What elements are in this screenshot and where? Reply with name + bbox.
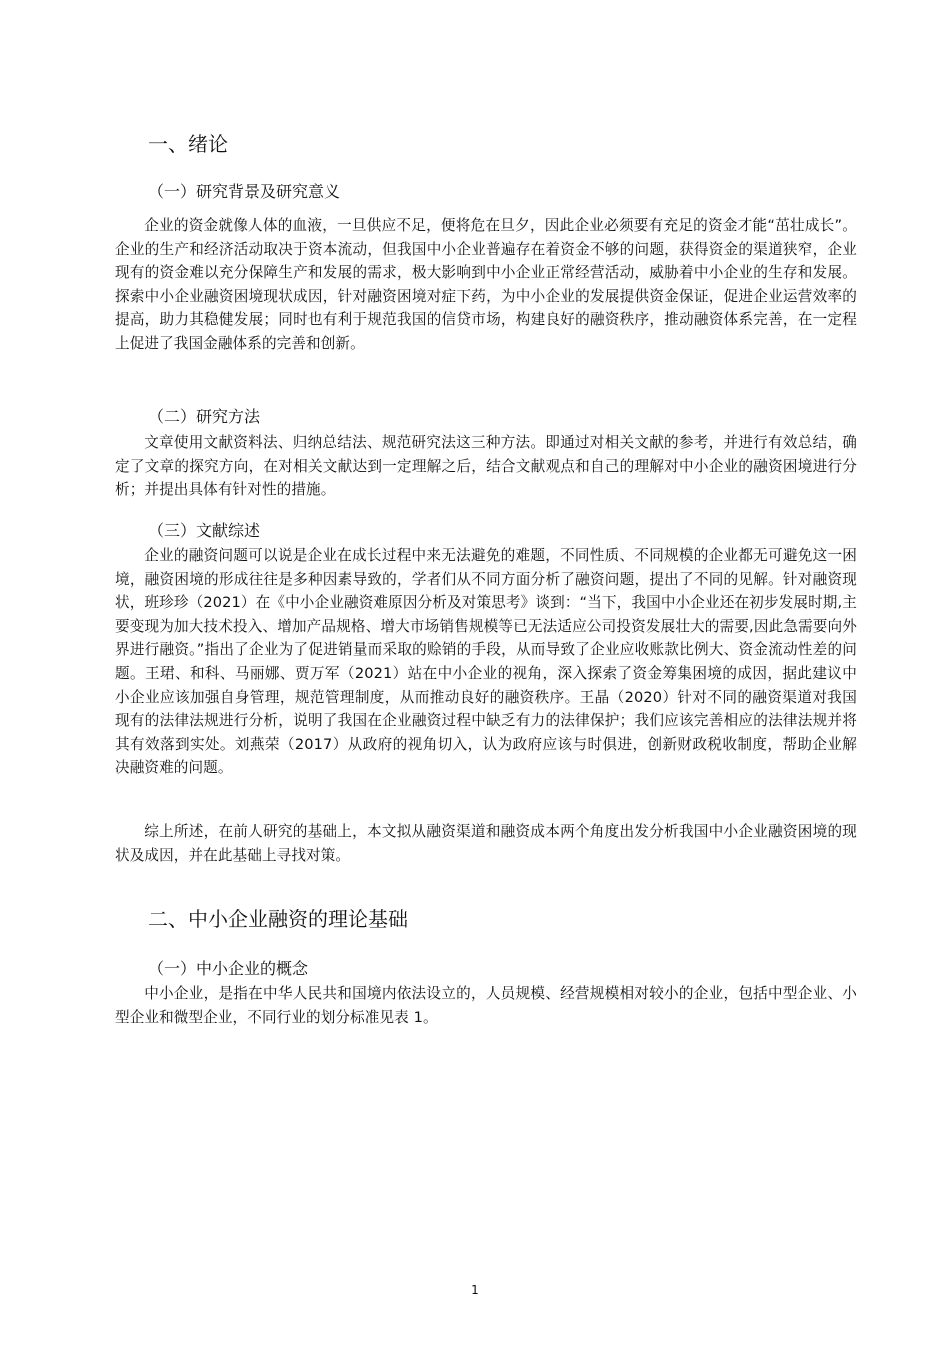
- subheading-sme-concept: （一）中小企业的概念: [148, 959, 309, 978]
- paragraph-research-methods: 文章使用文献资料法、归纳总结法、规范研究法这三种方法。即通过对相关文献的参考，并进行有效总结，确定了文章的探究方向，在对相关文献达到一定理解之后，结合文献观点和自己的理解对中小企业的融资困境进行分析；并提出具体有针对性的措施。: [115, 434, 857, 499]
- paragraph-research-background: 企业的资金就像人体的血液，一旦供应不足，便将危在旦夕，因此企业必须要有充足的资金才能“茁壮成长”。企业的生产和经济活动取决于资本流动，但我国中小企业普遍存在着资金不够的问题，获得资金的渠道狭窄，企业现有的资金难以充分保障生产和发展的需求，极大影响到中小企业正常经营活动，威胁着中小企业的生存和发展。探索中小企业融资困境现状成因，针对融资困境对症下药，为中小企业的发展提供资金保证，促进企业运营效率的提高，助力其稳健发展；同时也有利于规范我国的信贷市场，构建良好的融资秩序，推动融资体系完善，在一定程上促进了我国金融体系的完善和创新。: [115, 217, 857, 352]
- subheading-research-methods: （二）研究方法: [148, 407, 261, 426]
- paragraph-summary: 综上所述，在前人研究的基础上，本文拟从融资渠道和融资成本两个角度出发分析我国中小企业融资困境的现状及成因，并在此基础上寻找对策。: [115, 823, 857, 864]
- section-heading-introduction: 一、绪论: [148, 132, 228, 156]
- subheading-research-background: （一）研究背景及研究意义: [148, 182, 341, 201]
- paragraph-sme-concept: 中小企业，是指在中华人民共和国境内依法设立的，人员规模、经营规模相对较小的企业，包括中型企业、小型企业和微型企业，不同行业的划分标准见表 1。: [115, 985, 857, 1026]
- page-number: 1: [471, 1283, 479, 1297]
- paragraph-literature-review: 企业的融资问题可以说是企业在成长过程中来无法避免的难题，不同性质、不同规模的企业都无可避免这一困境，融资困境的形成往往是多种因素导致的，学者们从不同方面分析了融资问题，提出了不同的见解。针对融资现状，班珍珍（2021）在《中小企业融资难原因分析及对策思考》谈到：“当下，我国中小企业还在初步发展时期,主要变现为加大技术投入、增加产品规格、增大市场销售规模等已无法适应公司投资发展壮大的需要,因此急需要向外界进行融资。”指出了企业为了促进销量而采取的赊销的手段，从而导致了企业应收账款比例大、资金流动性差的问题。王珺、和科、马丽娜、贾万军（2021）站在中小企业的视角，深入探索了资金筹集困境的成因，据此建议中小企业应该加强自身管理，规范管理制度，从而推动良好的融资秩序。王晶（2020）针对不同的融资渠道对我国现有的法律法规进行分析，说明了我国在企业融资过程中缺乏有力的法律保护；我们应该完善相应的法律法规并将其有效落到实处。刘燕荣（2017）从政府的视角切入，认为政府应该与时俱进，创新财政税收制度，帮助企业解决融资难的问题。: [115, 547, 857, 777]
- section-heading-theory: 二、中小企业融资的理论基础: [148, 907, 408, 931]
- subheading-literature-review: （三）文献综述: [148, 521, 261, 540]
